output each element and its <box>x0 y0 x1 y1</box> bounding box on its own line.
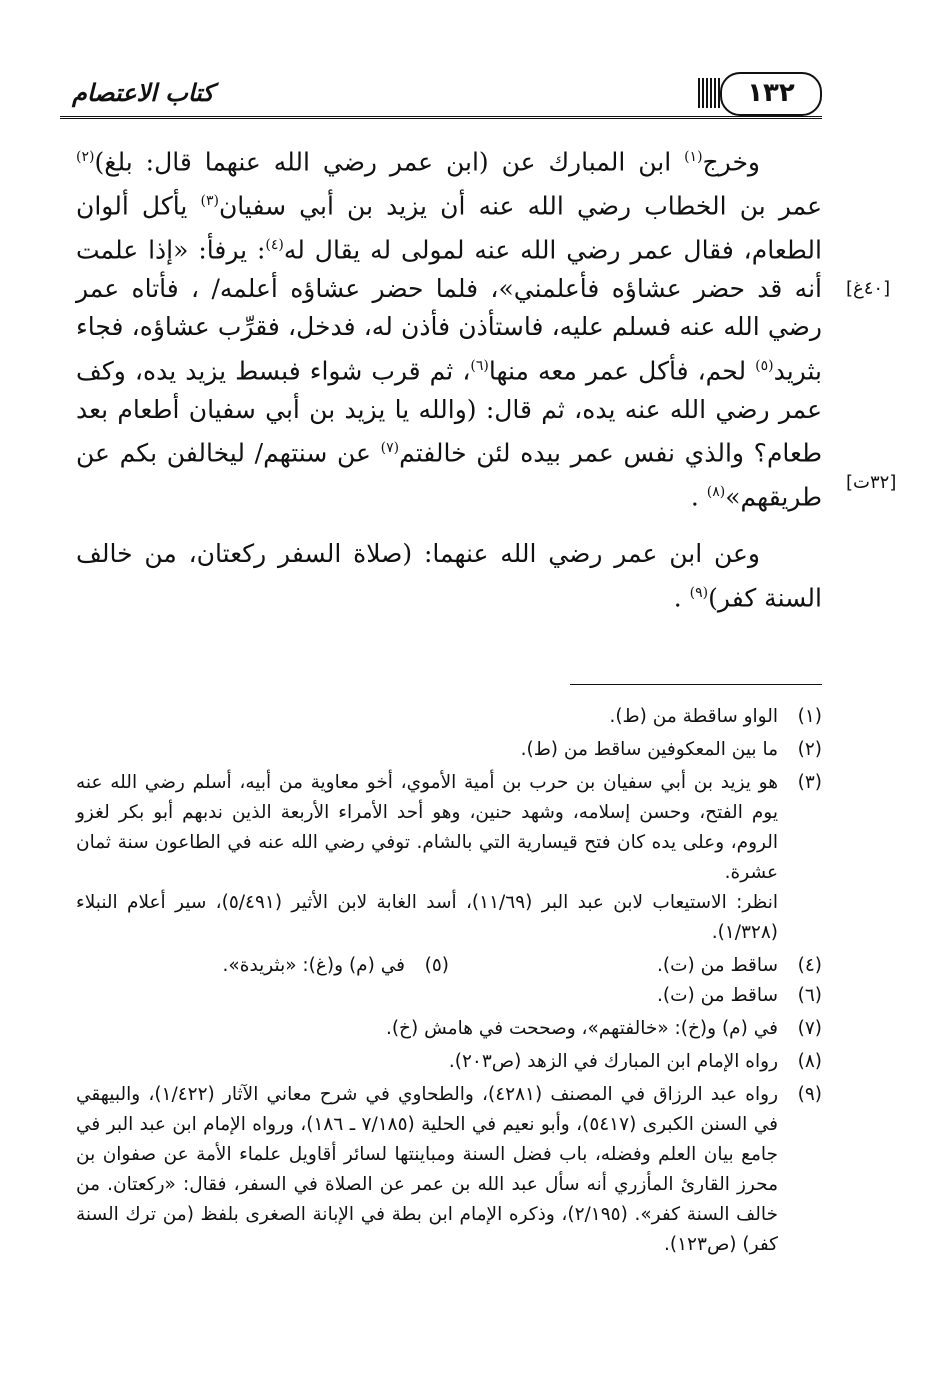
footnote-number: (٣) <box>797 772 822 793</box>
footnote-text: ساقط من (ت). <box>656 955 778 976</box>
header-rule <box>60 116 822 119</box>
footnote-separator <box>570 684 822 685</box>
footnotes <box>76 702 822 1263</box>
footnote-reference-list: انظر: الاستيعاب لابن عبد البر (١١/٦٩)، أسد الغابة لابن الأثير (٥/٤٩١)، سير أعلام النبلاء (١/٣٢٨). <box>76 892 778 943</box>
footnote-3 <box>76 768 822 948</box>
footnote-9 <box>76 1080 822 1260</box>
text-run: : يرفأ: «إذا علمت أنه قد حضر عشاؤه فأعلمني»، فلما حضر عشاؤه أعلمه/ ، فأتاه عمر رضي الله عنه فسلم عليه، فاستأذن فأذن له، فدخل، فقرِّب عشاؤه، فجاء بثريد <box>76 235 822 386</box>
footnote-ref: (٣) <box>200 192 219 209</box>
text-run: وعن ابن عمر رضي الله عنهما: (صلاة السفر ركعتان، من خالف السنة كفر) <box>76 539 822 613</box>
text-run: ، ثم قرب شواء فبسط يزيد يده، وكف عمر رضي الله عنه يده، ثم قال: (والله يا يزيد بن أبي سفيان أطعام بعد طعام؟ والذي نفس عمر بيده لئن خالفتم <box>76 356 822 468</box>
footnote-text: ساقط من (ت). <box>656 985 778 1006</box>
footnote-number: (١) <box>797 706 822 727</box>
footnote-number: (٧) <box>797 1018 822 1039</box>
running-header <box>60 72 822 122</box>
footnote-text: في (م) و(خ): «خالفتهم»، وصححت في هامش (خ). <box>385 1018 778 1039</box>
footnote-8 <box>76 1047 822 1077</box>
footnote-ref: (١) <box>684 149 703 165</box>
footnote-7 <box>76 1014 822 1044</box>
footnote-text: هو يزيد بن أبي سفيان بن حرب بن أمية الأموي، أخو معاوية من أبيه، أسلم رضي الله عنه يوم الفتح، وحسن إسلامه، وشهد حنين، وهو أحد الأمراء الأربعة الذين ندبهم أبو بكر لغزو الروم، وعلى يده كان فتح قيسارية التي بالشام. توفي رضي الله عنه في الطاعون سنة ثمان عشرة. <box>76 772 778 883</box>
footnote-text: ما بين المعكوفين ساقط من (ط). <box>520 739 778 760</box>
paragraph-2 <box>76 535 822 618</box>
footnote-ref: (٤) <box>265 236 284 253</box>
text-run: عن سنتهم/ ليخالفن بكم عن طريقهم» <box>76 438 822 512</box>
header-ornament <box>698 78 722 108</box>
footnote-number: (٦) <box>797 985 822 1006</box>
text-run: يأكل ألوان الطعام، فقال عمر رضي الله عنه لمولى له يقال له <box>76 191 822 265</box>
text-run: وخرج <box>702 147 760 177</box>
paragraph-1 <box>76 138 822 517</box>
text-run: ابن المبارك عن (ابن عمر رضي الله عنهما قال: بلغ) <box>94 147 685 177</box>
text-run: . <box>673 583 690 613</box>
footnote-pair-4-5 <box>76 951 822 981</box>
footnote-number: (٥) <box>424 955 449 976</box>
footnote-body <box>76 768 778 948</box>
footnote-ref: (٦) <box>470 357 489 374</box>
page-number-frame <box>720 72 822 116</box>
footnote-ref: (٥) <box>755 357 774 374</box>
text-run: عمر بن الخطاب رضي الله عنه أن يزيد بن أبي سفيان <box>218 191 822 221</box>
footnote-text: رواه عبد الرزاق في المصنف (٤٢٨١)، والطحاوي في شرح معاني الآثار (١/٤٢٢)، والبيهقي في السنن الكبرى (٥٤١٧)، وأبو نعيم في الحلية (٧/١٨٥ ـ ١٨٦)، ورواه الإمام ابن عبد البر في جامع بيان العلم وفضله، باب فضل السنة ومباينتها لسائر أقاويل علماء الأمة عن صفوان بن محرز القارئ المأزري أنه سأل عبد الله بن عمر عن الصلاة في السفر، فقال: «ركعتان. من خالف السنة كفر». (٢/١٩٥)، وذكره الإمام ابن بطة في الإبانة الصغرى بلفظ (من ترك السنة كفر) (ص١٢٣). <box>76 1084 779 1255</box>
footnote-5 <box>76 951 449 981</box>
main-text <box>76 138 822 618</box>
margin-note-manuscript-gh: [٤٠غ] <box>846 278 891 299</box>
footnote-number: (٨) <box>797 1051 822 1072</box>
book-title: كتاب الاعتصام <box>72 78 214 107</box>
footnote-number: (٩) <box>797 1084 822 1105</box>
page-number: ١٣٢ <box>747 78 795 108</box>
footnote-text: الواو ساقطة من (ط). <box>609 706 778 727</box>
text-run: لحم، فأكل عمر معه منها <box>488 356 756 386</box>
footnote-ref: (٩) <box>689 584 709 601</box>
footnote-4 <box>449 951 822 981</box>
footnote-ref: (٧) <box>380 440 400 457</box>
footnote-text: رواه الإمام ابن المبارك في الزهد (ص٢٠٣). <box>448 1051 778 1072</box>
footnote-ref: (٢) <box>76 149 95 165</box>
footnote-ref: (٨) <box>706 484 726 501</box>
footnote-text: في (م) و(غ): «بثريدة». <box>222 955 405 976</box>
footnote-6 <box>76 981 822 1011</box>
footnote-number: (٢) <box>797 739 822 760</box>
footnote-1 <box>76 702 822 732</box>
footnote-2 <box>76 735 822 765</box>
text-run: . <box>690 482 707 512</box>
footnote-number: (٤) <box>797 955 822 976</box>
margin-note-manuscript-t: [٣٢ت] <box>846 472 897 493</box>
